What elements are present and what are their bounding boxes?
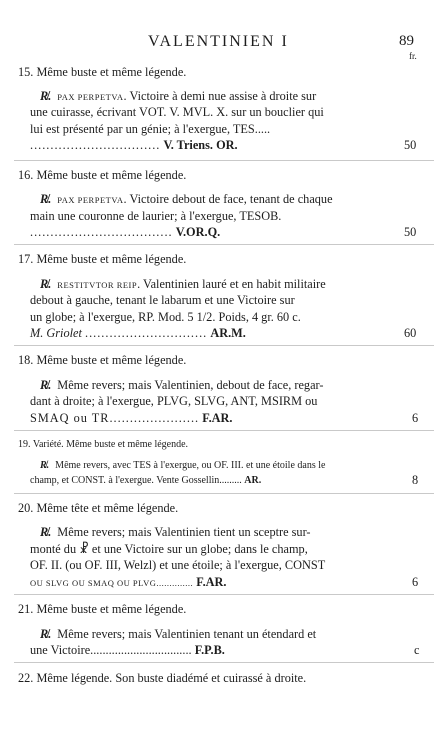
entry-15-value: 50 xyxy=(404,138,417,152)
entry-22-heading: 22. Même légende. Son buste diadémé et cuirassé à droite. xyxy=(18,671,307,685)
entry-21-reverse-line-2: une Victoire................................. F.P.B. xyxy=(30,643,225,657)
entry-21-reverse-line-1: R̸. Même revers; mais Valentinien tenant un étendard et xyxy=(40,627,317,641)
reverse-symbol: R̸. xyxy=(40,525,52,539)
reverse-symbol: R̸. xyxy=(40,627,52,641)
entry-18-value: 6 xyxy=(412,411,419,425)
reverse-symbol: R̸. xyxy=(40,460,50,471)
entry-20-reverse-line-2: monté du ☧ et une Victoire sur un globe; dans le champ, xyxy=(30,542,308,556)
entry-16-heading: 16. Même buste et même légende. xyxy=(18,168,187,182)
entry-20-value: 6 xyxy=(412,575,419,589)
divider xyxy=(14,493,434,494)
reverse-symbol: R̸. xyxy=(40,192,52,206)
entry-17-reverse-line-2: debout à gauche, tenant le labarum et une Victoire sur xyxy=(30,293,295,307)
reverse-symbol: R̸. xyxy=(40,277,52,291)
entry-16-reverse-line-1: R̸. PAX PERPETVA. Victoire debout de face, tenant de chaque xyxy=(40,192,333,206)
entry-15-reverse-line-1: R̸. PAX PERPETVA. Victoire à demi nue assise à droite sur xyxy=(40,89,317,103)
entry-17-reverse-line-3: un globe; à l'exergue, RP. Mod. 5 1/2. Poids, 4 gr. 60 c. xyxy=(30,310,301,324)
divider xyxy=(14,160,434,161)
reverse-symbol: R̸. xyxy=(40,89,52,103)
entry-17-value: 60 xyxy=(404,326,417,340)
divider xyxy=(14,345,434,346)
divider xyxy=(14,662,434,663)
entry-20-heading: 20. Même tête et même légende. xyxy=(18,501,179,515)
entry-18-heading: 18. Même buste et même légende. xyxy=(18,353,187,367)
entry-15-reverse-line-4: ................................ V. Triens. OR. xyxy=(30,138,238,152)
reverse-symbol: R̸. xyxy=(40,378,52,392)
entry-19-heading: 19. Variété. Même buste et même légende. xyxy=(18,439,189,450)
page-number: 89 xyxy=(399,33,414,49)
entry-20-reverse-line-3: OF. II. (ou OF. III, Welzl) et une étoile; à l'exergue, CONST xyxy=(30,558,326,572)
entry-18-reverse-line-3: SMAQ ou TR...................... F.AR. xyxy=(30,411,233,425)
entry-15-heading: 15. Même buste et même légende. xyxy=(18,65,187,79)
divider xyxy=(14,430,434,431)
page-header xyxy=(0,33,446,61)
entry-17-reverse-line-4: M. Griolet .............................. AR.M. xyxy=(30,326,246,340)
entry-20-reverse-line-4: OU SLVG OU SMAQ OU PLVG.............. F.AR. xyxy=(30,575,227,589)
running-title: VALENTINIEN I xyxy=(148,33,289,50)
entry-16-reverse-line-2: main une couronne de laurier; à l'exergue, TESOB. xyxy=(30,209,282,223)
entry-21-value: c xyxy=(414,643,420,657)
entry-16-value: 50 xyxy=(404,225,417,239)
entry-17-reverse-line-1: R̸. RESTITVTOR REIP. Valentinien lauré et en habit militaire xyxy=(40,277,326,291)
entry-18-reverse-line-2: dant à droite; à l'exergue, PLVG, SLVG, ANT, MSIRM ou xyxy=(30,394,318,408)
entry-19-reverse-line-1: R̸. Même revers, avec TES à l'exergue, ou OF. III. et une étoile dans le xyxy=(40,460,326,471)
entry-21-heading: 21. Même buste et même légende. xyxy=(18,602,187,616)
entry-15-reverse-line-2: une cuirasse, écrivant VOT. V. MVL. X. sur un bouclier qui xyxy=(30,105,324,119)
value-unit-label: fr. xyxy=(409,51,417,61)
entry-20-reverse-line-1: R̸. Même revers; mais Valentinien tient un sceptre sur- xyxy=(40,525,311,539)
divider xyxy=(14,244,434,245)
entry-15-reverse-line-3: lui est présenté par un génie; à l'exergue, TES..... xyxy=(30,122,271,136)
entry-18-reverse-line-1: R̸. Même revers; mais Valentinien, debout de face, regar- xyxy=(40,378,324,392)
entry-19-reverse-line-2: champ, et CONST. à l'exergue. Vente Gossellin......... AR. xyxy=(30,475,262,486)
divider xyxy=(14,594,434,595)
entry-19-value: 8 xyxy=(412,473,419,487)
entry-16-reverse-line-3: ................................... V.OR.Q. xyxy=(30,225,221,239)
entry-17-heading: 17. Même buste et même légende. xyxy=(18,252,187,266)
